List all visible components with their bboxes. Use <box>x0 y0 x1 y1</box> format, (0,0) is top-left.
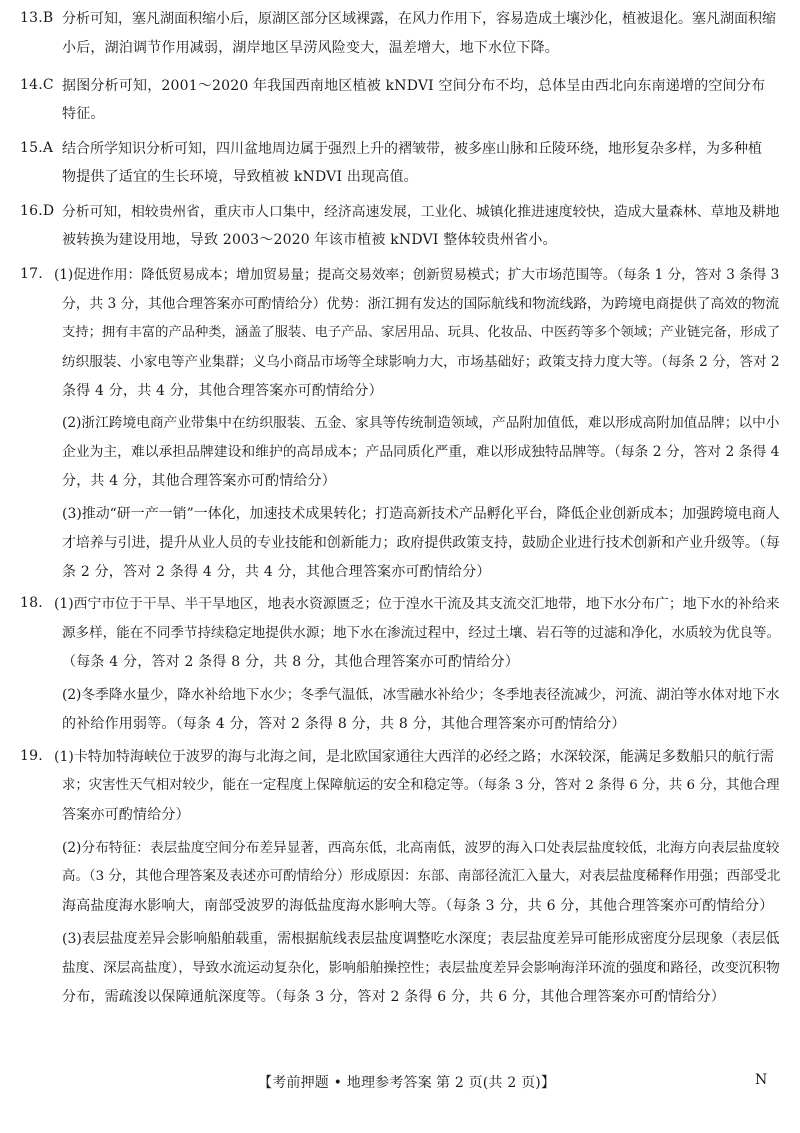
answer-line: 物提供了适宜的生长环境，导致植被 kNDVI 出现高值。 <box>62 169 418 185</box>
answer-line: 结合所学知识分析可知，四川盆地周边属于强烈上升的褶皱带，被多座山脉和丘陵环绕，地形复杂多样，为多种植 <box>62 141 762 157</box>
answer-line: 支持；拥有丰富的产品种类，涵盖了服装、电子产品、家居用品、玩具、化妆品、中医药等多个领域；产业链完备，形成了 <box>62 325 781 340</box>
answer-line: (2)浙江跨境电商产业带集中在纺织服装、五金、家具等传统制造领域，产品附加值低，难以形成高附加值品牌；以中小 <box>62 415 780 431</box>
answer-line: 求；灾害性天气相对较少，能在一定程度上保障航运的安全和稳定等。（每条 3 分，答对 2 条得 6 分，共 6 分，其他合理 <box>62 778 780 793</box>
footer-title: 【考前押题 • 地理参考答案 <box>258 1075 432 1091</box>
answer-line: 条 2 分，答对 2 条得 4 分，共 4 分，其他合理答案亦可酌情给分） <box>62 564 491 580</box>
page-footer <box>0 1072 800 1092</box>
answer-line: 特征。 <box>62 106 105 122</box>
footer-page-number: 第 2 页(共 2 页)】 <box>436 1075 556 1091</box>
answer-line: (2)分布特征：表层盐度空间分布差异显著，西高东低，北高南低，波罗的海入口处表层盐度较低，北海方向表层盐度较 <box>62 840 780 856</box>
answer-line: 才培养与引进，提升从业人员的专业技能和创新能力；政府提供政策支持，鼓励企业进行技术创新和产业升级等。（每 <box>62 535 780 551</box>
answer-number: 16.D <box>20 203 55 219</box>
answer-line: (1)促进作用：降低贸易成本；增加贸易量；提高交易效率；创新贸易模式；扩大市场范围等。（每条 1 分，答对 3 条得 3 <box>54 267 780 283</box>
answer-number: 19. <box>20 748 43 764</box>
answer-line: 小后，湖泊调节作用减弱，湖岸地区旱涝风险变大，温差增大，地下水位下降。 <box>62 40 559 56</box>
answer-line: 分析可知，塞凡湖面积缩小后，原湖区部分区域裸露，在风力作用下，容易造成土壤沙化，植被退化。塞凡湖面积缩 <box>62 11 776 27</box>
footer-mark: N <box>755 1072 768 1088</box>
answer-line: (1)卡特加特海峡位于波罗的海与北海之间，是北欧国家通往大西洋的必经之路；水深较深，能满足多数船只的航行需 <box>54 749 774 765</box>
answer-line: 分，共 3 分，其他合理答案亦可酌情给分）优势：浙江拥有发达的国际航线和物流线路，为跨境电商提供了高效的物流 <box>62 296 780 312</box>
answer-line: 盐度、深层高盐度），导致水流运动复杂化，影响船舶操控性；表层盐度差异会影响海洋环流的强度和路径，改变沉积物 <box>62 960 780 976</box>
answer-line: 高。（3 分，其他合理答案及表述亦可酌情给分）形成原因：东部、南部径流汇入量大，对表层盐度稀释作用强；西部受北 <box>62 869 781 884</box>
answer-line: 条得 4 分，共 4 分，其他合理答案亦可酌情给分） <box>62 383 383 399</box>
answer-line: 答案亦可酌情给分） <box>62 807 190 823</box>
answer-line: 据图分析可知，2001～2020 年我国西南地区植被 kNDVI 空间分布不均，总体呈由西北向东南递增的空间分布 <box>62 78 766 94</box>
answer-number: 17. <box>20 266 43 282</box>
answer-line: (3)推动“研一产一销”一体化，加速技术成果转化；打造高新技术产品孵化平台，降低企业创新成本；加强跨境电商人 <box>62 506 780 522</box>
answer-line: 的补给作用弱等。（每条 4 分，答对 2 条得 8 分，共 8 分，其他合理答案亦可酌情给分） <box>62 716 626 732</box>
answer-line: (1)西宁市位于干旱、半干旱地区，地表水资源匮乏；位于湟水干流及其支流交汇地带，地下水分布广；地下水的补给来 <box>54 596 780 612</box>
answer-line: 分布，需疏浚以保障通航深度等。（每条 3 分，答对 2 条得 6 分，共 6 分，其他合理答案亦可酌情给分） <box>62 989 726 1005</box>
answer-line: 海高盐度海水影响大，南部受波罗的海低盐度海水影响大等。（每条 3 分，共 6 分，其他合理答案亦可酌情给分） <box>62 898 774 914</box>
answer-line: 分析可知，相较贵州省，重庆市人口集中，经济高速发展，工业化、城镇化推进速度较快，造成大量森林、草地及耕地 <box>62 204 780 220</box>
answer-line: (2)冬季降水量少，降水补给地下水少；冬季气温低，冰雪融水补给少；冬季地表径流减少，河流、湖泊等水体对地下水 <box>62 687 780 703</box>
answer-number: 14.C <box>20 77 54 93</box>
answer-line: 源多样，能在不同季节持续稳定地提供水源；地下水在渗流过程中，经过土壤、岩石等的过滤和净化，水质较为优良等。 <box>62 625 780 641</box>
answer-line: （每条 4 分，答对 2 条得 8 分，共 8 分，其他合理答案亦可酌情给分） <box>62 654 520 670</box>
answer-line: 企业为主，难以承担品牌建设和维护的高昂成本；产品同质化严重，难以形成独特品牌等。（每条 2 分，答对 2 条得 4 <box>62 444 780 460</box>
answer-line: (3)表层盐度差异会影响船舶载重，需根据航线表层盐度调整吃水深度；表层盐度差异可能形成密度分层现象（表层低 <box>62 931 780 947</box>
answer-number: 15.A <box>20 140 54 156</box>
answer-number: 18. <box>20 595 43 611</box>
answer-line: 被转换为建设用地，导致 2003～2020 年该市植被 kNDVI 整体较贵州省小。 <box>62 232 557 248</box>
answer-line: 纺织服装、小家电等产业集群；义乌小商品市场等全球影响力大，市场基础好；政策支持力度大等。（每条 2 分，答对 2 <box>62 354 780 370</box>
answer-number: 13.B <box>20 10 54 26</box>
answer-line: 分，共 4 分，其他合理答案亦可酌情给分） <box>62 473 337 489</box>
